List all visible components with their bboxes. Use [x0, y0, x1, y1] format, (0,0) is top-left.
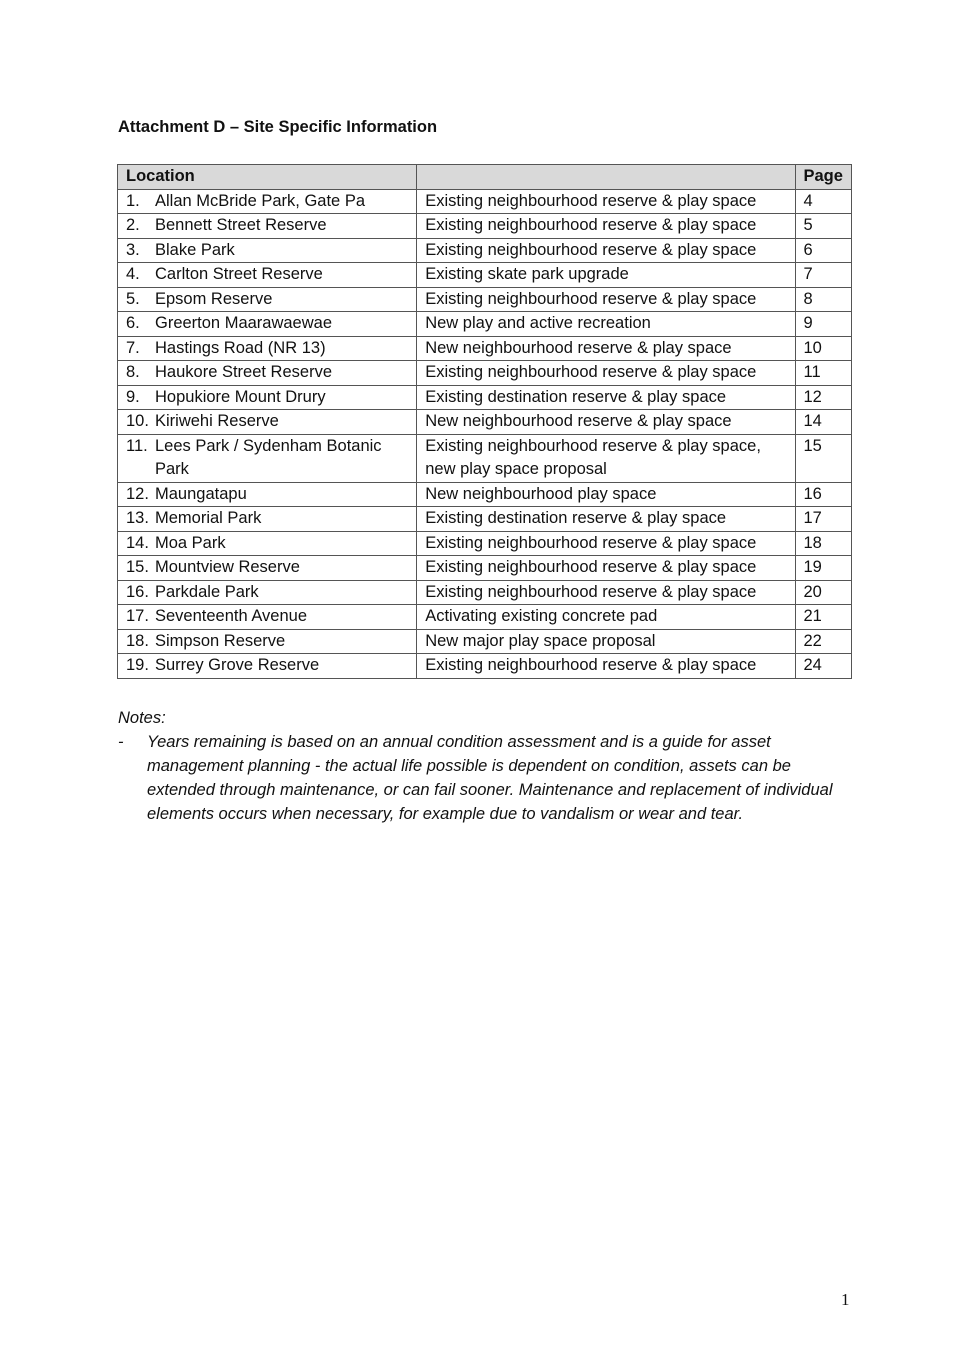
table-header-row — [118, 165, 852, 190]
location-cell — [118, 287, 417, 312]
location-cell — [118, 580, 417, 605]
description-cell: Existing neighbourhood reserve & play space — [417, 189, 795, 214]
location-cell — [118, 605, 417, 630]
location-name: Maungatapu — [155, 484, 247, 503]
notes-title: Notes: — [118, 709, 166, 727]
header-description — [417, 165, 795, 190]
location-name: Kiriwehi Reserve — [155, 412, 279, 430]
location-name: Greerton Maarawaewae — [155, 314, 333, 332]
note-item — [118, 730, 858, 826]
description-cell: Existing neighbourhood reserve & play space — [417, 654, 795, 679]
page-cell: 21 — [795, 605, 852, 630]
page-cell: 10 — [795, 336, 852, 361]
location-name: Hastings Road (NR 13) — [155, 338, 326, 357]
page-cell: 14 — [795, 410, 852, 435]
location-wrapper — [126, 239, 408, 263]
table-row — [118, 312, 852, 337]
table-row — [118, 556, 852, 581]
description-cell: New neighbourhood play space — [417, 482, 795, 507]
table-row — [118, 629, 852, 654]
row-number: 12. — [126, 484, 149, 503]
table-row — [118, 263, 852, 288]
location-wrapper — [126, 507, 408, 531]
note-text: Years remaining is based on an annual condition assessment and is a guide for asset management planning - the actual life possible is dependent on condition, assets can be extended through maintenance, or can fail sooner. Maintenance and replacement of individual elements occurs when necessary, for example due to vandalism or wear and tear. — [147, 733, 833, 823]
description-cell: Existing skate park upgrade — [417, 263, 795, 288]
location-name: Parkdale Park — [155, 582, 259, 601]
description-cell: Existing neighbourhood reserve & play space — [417, 580, 795, 605]
description-cell: New neighbourhood reserve & play space — [417, 336, 795, 361]
row-number: 10. — [126, 412, 149, 430]
row-number: 13. — [126, 509, 149, 527]
header-page: Page — [795, 165, 852, 190]
page-cell: 4 — [795, 189, 852, 214]
location-cell — [118, 312, 417, 337]
row-number: 1. — [126, 191, 140, 210]
location-name: Memorial Park — [155, 509, 262, 527]
notes-section — [118, 706, 858, 826]
location-wrapper — [126, 288, 408, 312]
table-row — [118, 482, 852, 507]
row-number: 14. — [126, 533, 149, 552]
page-cell: 17 — [795, 507, 852, 532]
page-cell: 24 — [795, 654, 852, 679]
table-row — [118, 361, 852, 386]
location-wrapper — [126, 386, 408, 410]
document-heading: Attachment D – Site Specific Information — [118, 118, 438, 136]
note-bullet: - — [118, 733, 124, 751]
page-cell: 22 — [795, 629, 852, 654]
location-name: Haukore Street Reserve — [155, 363, 332, 381]
location-name: Hopukiore Mount Drury — [155, 387, 326, 406]
location-cell — [118, 189, 417, 214]
row-number: 9. — [126, 387, 140, 406]
description-cell: Existing neighbourhood reserve & play space — [417, 214, 795, 239]
location-wrapper — [126, 312, 408, 336]
location-cell — [118, 434, 417, 482]
location-cell — [118, 629, 417, 654]
location-wrapper — [126, 214, 408, 238]
table-row — [118, 531, 852, 556]
location-name: Mountview Reserve — [155, 558, 300, 576]
site-table — [117, 164, 852, 679]
row-number: 2. — [126, 216, 140, 234]
location-cell — [118, 531, 417, 556]
description-cell: Existing destination reserve & play space — [417, 507, 795, 532]
location-cell — [118, 482, 417, 507]
description-cell: Existing neighbourhood reserve & play space — [417, 556, 795, 581]
row-number: 3. — [126, 240, 140, 259]
location-wrapper — [126, 654, 408, 678]
location-wrapper — [126, 483, 408, 507]
row-number: 7. — [126, 338, 140, 357]
table-row — [118, 654, 852, 679]
location-wrapper — [126, 263, 408, 287]
table-row — [118, 385, 852, 410]
page-cell: 15 — [795, 434, 852, 482]
location-wrapper — [126, 630, 408, 654]
location-name: Seventeenth Avenue — [155, 607, 307, 625]
page-cell: 19 — [795, 556, 852, 581]
location-cell — [118, 507, 417, 532]
page-cell: 11 — [795, 361, 852, 386]
description-cell: Existing destination reserve & play space — [417, 385, 795, 410]
table-row — [118, 580, 852, 605]
location-name: Surrey Grove Reserve — [155, 656, 320, 674]
description-cell: Existing neighbourhood reserve & play space, new play space proposal — [417, 434, 795, 482]
description-cell: New play and active recreation — [417, 312, 795, 337]
description-cell: Existing neighbourhood reserve & play space — [417, 361, 795, 386]
row-number: 18. — [126, 631, 149, 650]
location-wrapper — [126, 581, 408, 605]
row-number: 5. — [126, 289, 140, 308]
location-cell — [118, 361, 417, 386]
page-cell: 9 — [795, 312, 852, 337]
location-wrapper — [126, 361, 408, 385]
location-wrapper — [126, 605, 408, 629]
table-row — [118, 410, 852, 435]
location-name: Allan McBride Park, Gate Pa — [155, 191, 366, 210]
row-number: 6. — [126, 314, 140, 332]
description-cell: Activating existing concrete pad — [417, 605, 795, 630]
row-number: 19. — [126, 656, 149, 674]
table-row — [118, 336, 852, 361]
row-number: 8. — [126, 363, 140, 381]
location-cell — [118, 336, 417, 361]
location-wrapper — [126, 190, 408, 214]
description-cell: Existing neighbourhood reserve & play space — [417, 287, 795, 312]
row-number: 16. — [126, 582, 149, 601]
page-number: 1 — [841, 1290, 850, 1309]
page-cell: 18 — [795, 531, 852, 556]
page-cell: 5 — [795, 214, 852, 239]
table-row — [118, 605, 852, 630]
location-name: Carlton Street Reserve — [155, 265, 323, 283]
location-cell — [118, 214, 417, 239]
location-cell — [118, 410, 417, 435]
location-name: Epsom Reserve — [155, 289, 273, 308]
location-cell — [118, 556, 417, 581]
location-cell — [118, 654, 417, 679]
table-row — [118, 287, 852, 312]
location-wrapper — [126, 337, 408, 361]
description-cell: Existing neighbourhood reserve & play space — [417, 238, 795, 263]
location-name: Lees Park / Sydenham Botanic Park — [155, 436, 382, 478]
location-wrapper — [126, 556, 408, 580]
description-cell: New neighbourhood reserve & play space — [417, 410, 795, 435]
page-cell: 16 — [795, 482, 852, 507]
table-row — [118, 238, 852, 263]
description-cell: Existing neighbourhood reserve & play space — [417, 531, 795, 556]
row-number: 17. — [126, 607, 149, 625]
table-row — [118, 507, 852, 532]
page-cell: 6 — [795, 238, 852, 263]
location-cell — [118, 385, 417, 410]
table-row — [118, 189, 852, 214]
location-cell — [118, 263, 417, 288]
header-location: Location — [118, 165, 417, 190]
table-row — [118, 434, 852, 482]
page-cell: 12 — [795, 385, 852, 410]
description-cell: New major play space proposal — [417, 629, 795, 654]
location-name: Simpson Reserve — [155, 631, 286, 650]
location-wrapper — [126, 410, 408, 434]
page-cell: 7 — [795, 263, 852, 288]
location-wrapper — [126, 532, 408, 556]
row-number: 11. — [126, 436, 148, 455]
table-row — [118, 214, 852, 239]
location-name: Blake Park — [155, 240, 235, 259]
page-cell: 20 — [795, 580, 852, 605]
page-cell: 8 — [795, 287, 852, 312]
row-number: 4. — [126, 265, 140, 283]
location-wrapper — [126, 435, 408, 482]
location-name: Bennett Street Reserve — [155, 216, 327, 234]
row-number: 15. — [126, 558, 149, 576]
location-name: Moa Park — [155, 533, 226, 552]
location-cell — [118, 238, 417, 263]
